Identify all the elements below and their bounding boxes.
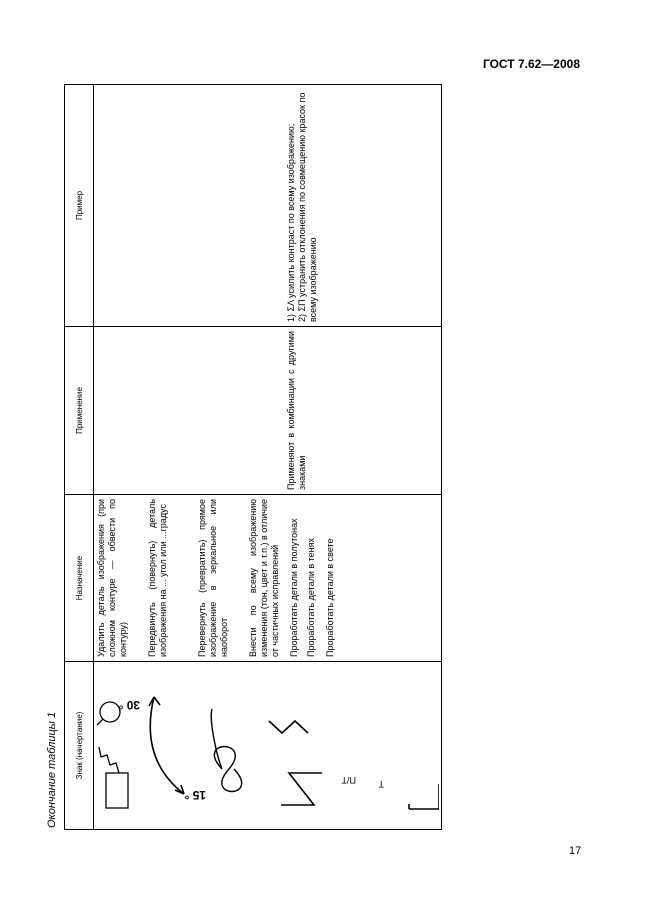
angle-15-label: 15 ° — [184, 788, 206, 802]
purpose-halftones: Проработать детали в полутонах — [289, 518, 299, 657]
page-number: 17 — [569, 845, 582, 857]
example-cell — [94, 85, 442, 327]
document-code: ГОСТ 7.62—2008 — [482, 57, 580, 71]
light-corner-icon — [409, 784, 439, 809]
purpose-highlights: Проработать детали в свете — [325, 538, 335, 657]
purpose-move: Передвинуть (повернуть) деталь изображения на ... угол или ...градус — [147, 499, 168, 657]
col-header-example: Пример — [65, 85, 94, 327]
signs-drawing — [94, 661, 439, 829]
col-header-sign: Знак (начертание) — [65, 662, 94, 830]
purpose-shadows: Проработать детали в тенях — [306, 537, 316, 657]
signs-table — [64, 84, 442, 830]
angle-30-label: 30 ° — [118, 698, 140, 712]
pt-label: П/Т — [341, 775, 356, 785]
rotate-arrow-icon — [149, 697, 184, 794]
sigma-sign-icon — [269, 721, 322, 805]
example-line-1: 1) ΣΛ усилить контраст по всему изображению; — [286, 123, 296, 322]
rotated-table-block — [41, 85, 443, 830]
purpose-delete: Удалить деталь изображения (при сложном контуре — обвести по контуру) — [96, 499, 128, 657]
example-line-2: 2) ΣΠ устранить отклонения по совмещению красок по всему изображению — [297, 92, 318, 322]
col-header-purpose: Назначение — [65, 495, 94, 662]
purpose-mirror: Перевернуть (превратить) прямое изображение в зеркальное или наоборот — [197, 499, 229, 657]
mirror-loop-icon — [211, 709, 241, 792]
purpose-cell — [94, 495, 442, 662]
table-caption: Окончание таблицы 1 — [46, 711, 58, 828]
t-label: Т — [378, 779, 384, 789]
table-body-row — [94, 85, 442, 830]
application-cell — [94, 327, 442, 495]
application-text: Применяют в комбинации с другими знаками — [286, 331, 307, 490]
signs-cell — [94, 662, 442, 830]
col-header-application: Применение — [65, 327, 94, 495]
table-header-row — [65, 85, 94, 830]
delete-sign-icon — [97, 702, 128, 808]
purpose-whole-image: Внести по всему изображению изменения (тон, цвет и т.п.) в отличие от частичных исправлений — [248, 499, 280, 657]
